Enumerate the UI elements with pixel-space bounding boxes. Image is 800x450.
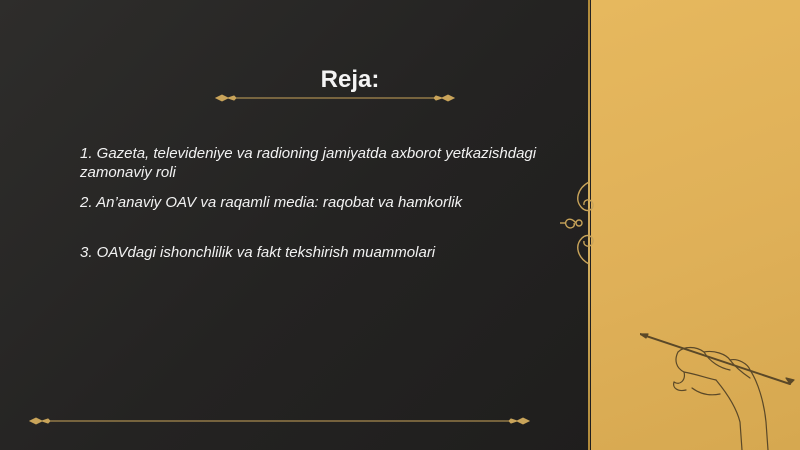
- agenda-item: 2. An’anaviy OAV va raqamli media: raqobat va hamkorlik: [80, 194, 463, 211]
- title-underline-ornament: [214, 92, 456, 104]
- footer-ornament: [28, 415, 531, 427]
- agenda-item: 3. OAVdagi ishonchlilik va fakt tekshirish muammolari: [80, 244, 436, 261]
- slide-title: Reja:: [320, 66, 380, 93]
- agenda-item: 1. Gazeta, televideniye va radioning jamiyatda axborot yetkazishdagi zamonaviy roli: [80, 145, 537, 181]
- hand-with-pen-icon: [640, 322, 800, 450]
- ornament-flourish-icon: [556, 178, 606, 268]
